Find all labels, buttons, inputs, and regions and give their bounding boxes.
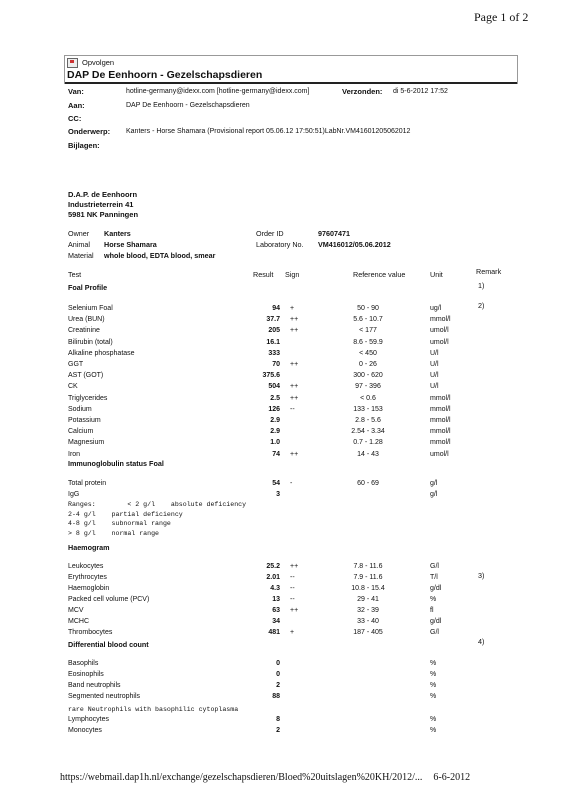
unit: %	[430, 660, 437, 667]
result-value: 54	[272, 480, 280, 487]
test-name: Erythrocytes	[68, 574, 107, 581]
sender-city: 5981 NK Panningen	[68, 210, 139, 219]
remark-2: 2)	[478, 301, 485, 310]
reference-value: 8.6 - 59.9	[353, 338, 383, 346]
result-row	[0, 563, 581, 573]
cc-label: CC:	[68, 114, 82, 123]
test-name: Iron	[68, 450, 81, 458]
col-reference-header: Reference value	[353, 270, 406, 279]
unit: U/l	[430, 372, 439, 380]
sign-flag: ++	[290, 394, 299, 402]
range-line: 4-8 g/l subnormal range	[68, 520, 171, 527]
test-name: Basophils	[68, 660, 99, 667]
unit: g/l	[430, 480, 438, 487]
result-value: 94	[272, 305, 280, 312]
unit: mmol/l	[430, 439, 451, 447]
unit: U/l	[430, 349, 439, 357]
result-value: 88	[272, 693, 280, 700]
sender-name: D.A.P. de Eenhoorn	[68, 190, 138, 199]
result-row	[0, 383, 581, 393]
result-row	[0, 417, 581, 427]
test-name: Thrombocytes	[68, 629, 113, 636]
email-header-box	[64, 55, 518, 84]
test-name: Creatinine	[68, 327, 100, 335]
result-value: 3	[276, 491, 280, 498]
test-name: Segmented neutrophils	[68, 693, 140, 700]
result-value: 0	[276, 660, 280, 667]
test-name: Potassium	[68, 417, 101, 424]
result-value: 13	[272, 596, 280, 603]
sign-flag: --	[290, 574, 295, 581]
test-name: Lymphocytes	[68, 716, 109, 723]
test-name: Band neutrophils	[68, 682, 121, 689]
remark-1: 1)	[478, 281, 485, 290]
unit: mmol/l	[430, 405, 451, 413]
result-value: 504	[268, 383, 280, 391]
to-label: Aan:	[68, 101, 85, 110]
reference-value: 300 - 620	[353, 372, 383, 380]
mailbox-title: DAP De Eenhoorn - Gezelschapsdieren	[65, 69, 517, 84]
result-row	[0, 671, 581, 681]
result-row	[0, 693, 581, 703]
follow-up-label: Opvolgen	[82, 58, 115, 67]
follow-up-bar[interactable]	[65, 56, 517, 69]
result-value: 126	[268, 405, 280, 413]
reference-value: < 450	[359, 349, 377, 357]
sign-flag: --	[290, 585, 295, 592]
reference-value: 14 - 43	[357, 450, 379, 458]
sign-flag: ++	[290, 316, 299, 324]
test-name: Monocytes	[68, 727, 102, 734]
footer	[60, 772, 470, 783]
reference-value: 29 - 41	[357, 596, 379, 603]
unit: %	[430, 682, 437, 689]
footer-date: 6-6-2012	[433, 772, 471, 783]
unit: umol/l	[430, 338, 449, 346]
unit: T/l	[430, 574, 438, 581]
sender-street: Industrieterrein 41	[68, 200, 134, 209]
result-value: 16.1	[266, 338, 280, 346]
animal-value: Horse Shamara	[104, 240, 157, 249]
reference-value: < 0.6	[360, 394, 376, 402]
result-value: 2.9	[270, 417, 280, 424]
unit: mmol/l	[430, 316, 451, 324]
result-row	[0, 428, 581, 438]
sign-flag: --	[290, 596, 295, 603]
result-value: 205	[268, 327, 280, 335]
result-row	[0, 716, 581, 726]
test-name: Magnesium	[68, 439, 105, 447]
unit: %	[430, 671, 437, 678]
result-value: 37.7	[266, 316, 280, 324]
test-name: Leukocytes	[68, 563, 104, 570]
reference-value: 60 - 69	[357, 480, 379, 487]
test-name: Selenium Foal	[68, 305, 113, 312]
section-haemogram: Haemogram	[68, 543, 110, 552]
result-value: 2.01	[266, 574, 280, 581]
sign-flag: ++	[290, 383, 299, 391]
result-value: 2.5	[270, 394, 280, 402]
material-label: Material	[68, 251, 94, 260]
subject-value: Kanters - Horse Shamara (Provisional report 05.06.12 17:50:51)LabNr.VM41601205062012	[126, 128, 411, 135]
result-value: 74	[272, 450, 280, 458]
reference-value: 2.54 - 3.34	[351, 428, 385, 436]
unit: %	[430, 727, 437, 734]
result-row	[0, 439, 581, 449]
sign-flag: -	[290, 480, 293, 487]
col-sign-header: Sign	[285, 270, 300, 279]
range-line: > 8 g/l normal range	[68, 529, 160, 537]
order-id-label: Order ID	[256, 229, 284, 238]
result-value: 63	[272, 607, 280, 614]
test-name: Eosinophils	[68, 671, 104, 678]
reference-value: 133 - 153	[353, 405, 383, 413]
result-row	[0, 618, 581, 628]
test-name: AST (GOT)	[68, 372, 104, 380]
test-name: Alkaline phosphatase	[68, 349, 135, 357]
test-name: Sodium	[68, 405, 92, 413]
unit: fl	[430, 607, 434, 614]
footer-url[interactable]: https://webmail.dap1h.nl/exchange/gezelschapsdieren/Bloed%20uitslagen%20KH/2012/...	[60, 772, 423, 783]
lab-no-label: Laboratory No.	[256, 240, 304, 249]
to-value: DAP De Eenhoorn - Gezelschapsdieren	[126, 102, 250, 109]
subject-label: Onderwerp:	[68, 127, 111, 136]
result-value: 2	[276, 727, 280, 734]
result-row	[0, 316, 581, 326]
result-row	[0, 480, 581, 490]
unit: ug/l	[430, 305, 442, 312]
result-row	[0, 350, 581, 360]
section-immunoglobulin: Immunoglobulin status Foal	[68, 459, 164, 468]
remark-3: 3)	[478, 571, 485, 580]
reference-value: 0.7 - 1.28	[353, 439, 383, 447]
result-value: 70	[272, 361, 280, 368]
col-result-header: Result	[253, 270, 274, 279]
sign-flag: --	[290, 405, 295, 413]
unit: g/dl	[430, 585, 442, 592]
from-value: hotline-germany@idexx.com [hotline-germany@idexx.com]	[126, 88, 310, 95]
unit: %	[430, 693, 437, 700]
reference-value: 50 - 90	[357, 305, 379, 312]
test-name: Calcium	[68, 428, 94, 436]
unit: g/dl	[430, 618, 442, 625]
unit: U/l	[430, 361, 439, 368]
reference-value: < 177	[359, 327, 377, 335]
result-value: 375.6	[262, 372, 280, 380]
reference-value: 7.8 - 11.6	[353, 563, 383, 570]
sign-flag: ++	[290, 361, 299, 368]
result-row	[0, 660, 581, 670]
reference-value: 2.8 - 5.6	[355, 417, 381, 424]
reference-value: 5.6 - 10.7	[353, 316, 383, 324]
result-value: 34	[272, 618, 280, 625]
reference-value: 97 - 396	[355, 383, 381, 391]
test-name: IgG	[68, 491, 80, 498]
lab-no-value: VM416012/05.06.2012	[318, 240, 391, 249]
unit: umol/l	[430, 450, 449, 458]
result-row	[0, 727, 581, 737]
result-row	[0, 607, 581, 617]
result-row	[0, 305, 581, 315]
sign-flag: +	[290, 305, 295, 312]
unit: %	[430, 596, 437, 603]
reference-value: 10.8 - 15.4	[351, 585, 385, 592]
attachments-label: Bijlagen:	[68, 141, 100, 150]
sign-flag: +	[290, 629, 295, 636]
from-label: Van:	[68, 87, 84, 96]
test-name: Packed cell volume (PCV)	[68, 596, 150, 603]
sign-flag: ++	[290, 450, 299, 458]
reference-value: 0 - 26	[359, 361, 377, 368]
test-name: CK	[68, 383, 78, 391]
unit: mmol/l	[430, 394, 451, 402]
result-row	[0, 491, 581, 501]
result-row	[0, 339, 581, 349]
test-name: GGT	[68, 361, 84, 368]
result-row	[0, 682, 581, 692]
test-name: MCHC	[68, 618, 89, 625]
result-value: 333	[268, 349, 280, 357]
section-differential: Differential blood count	[68, 640, 149, 649]
differential-note: rare Neutrophils with basophilic cytoplasma	[68, 706, 239, 713]
result-row	[0, 574, 581, 584]
unit: G/l	[430, 563, 439, 570]
reference-value: 33 - 40	[357, 618, 379, 625]
range-line: Ranges: < 2 g/l absolute deficiency	[68, 501, 247, 508]
owner-label: Owner	[68, 229, 90, 238]
owner-value: Kanters	[104, 229, 131, 238]
flag-icon	[67, 58, 78, 68]
sent-value: di 5-6-2012 17:52	[393, 88, 448, 95]
col-unit-header: Unit	[430, 270, 443, 279]
result-value: 0	[276, 671, 280, 678]
sender-address	[68, 190, 138, 220]
section-foal-profile: Foal Profile	[68, 283, 108, 292]
range-line: 2-4 g/l partial deficiency	[68, 510, 183, 518]
sign-flag: ++	[290, 563, 299, 570]
unit: mmol/l	[430, 417, 451, 424]
test-name: Total protein	[68, 480, 107, 487]
test-name: Haemoglobin	[68, 585, 110, 592]
result-row	[0, 629, 581, 639]
result-value: 2.9	[270, 428, 280, 436]
unit: g/l	[430, 491, 438, 498]
reference-value: 32 - 39	[357, 607, 379, 614]
reference-value: 187 - 405	[353, 629, 383, 636]
animal-label: Animal	[68, 240, 90, 249]
unit: umol/l	[430, 327, 449, 335]
col-test-header: Test	[68, 270, 82, 279]
test-name: Bilirubin (total)	[68, 338, 113, 346]
result-row	[0, 395, 581, 405]
result-row	[0, 585, 581, 595]
col-remark-header: Remark	[476, 267, 502, 276]
unit: U/l	[430, 383, 439, 391]
result-value: 4.3	[270, 585, 280, 592]
test-name: Triglycerides	[68, 394, 108, 402]
material-value: whole blood, EDTA blood, smear	[104, 251, 216, 260]
result-value: 1.0	[270, 439, 280, 447]
result-row	[0, 361, 581, 371]
result-value: 2	[276, 682, 280, 689]
test-name: MCV	[68, 607, 84, 614]
result-row	[0, 327, 581, 337]
sign-flag: ++	[290, 607, 299, 614]
reference-value: 7.9 - 11.6	[353, 574, 383, 581]
unit: G/l	[430, 629, 439, 636]
result-row	[0, 596, 581, 606]
result-row	[0, 372, 581, 382]
remark-4: 4)	[478, 637, 485, 646]
result-row	[0, 406, 581, 416]
sign-flag: ++	[290, 327, 299, 335]
result-value: 481	[268, 629, 280, 636]
result-value: 25.2	[266, 563, 280, 570]
page-number: Page 1 of 2	[474, 10, 529, 24]
order-id-value: 97607471	[318, 229, 350, 238]
test-name: Urea (BUN)	[68, 316, 105, 324]
unit: mmol/l	[430, 428, 451, 436]
unit: %	[430, 716, 437, 723]
result-value: 8	[276, 716, 280, 723]
sent-label: Verzonden:	[342, 87, 383, 96]
